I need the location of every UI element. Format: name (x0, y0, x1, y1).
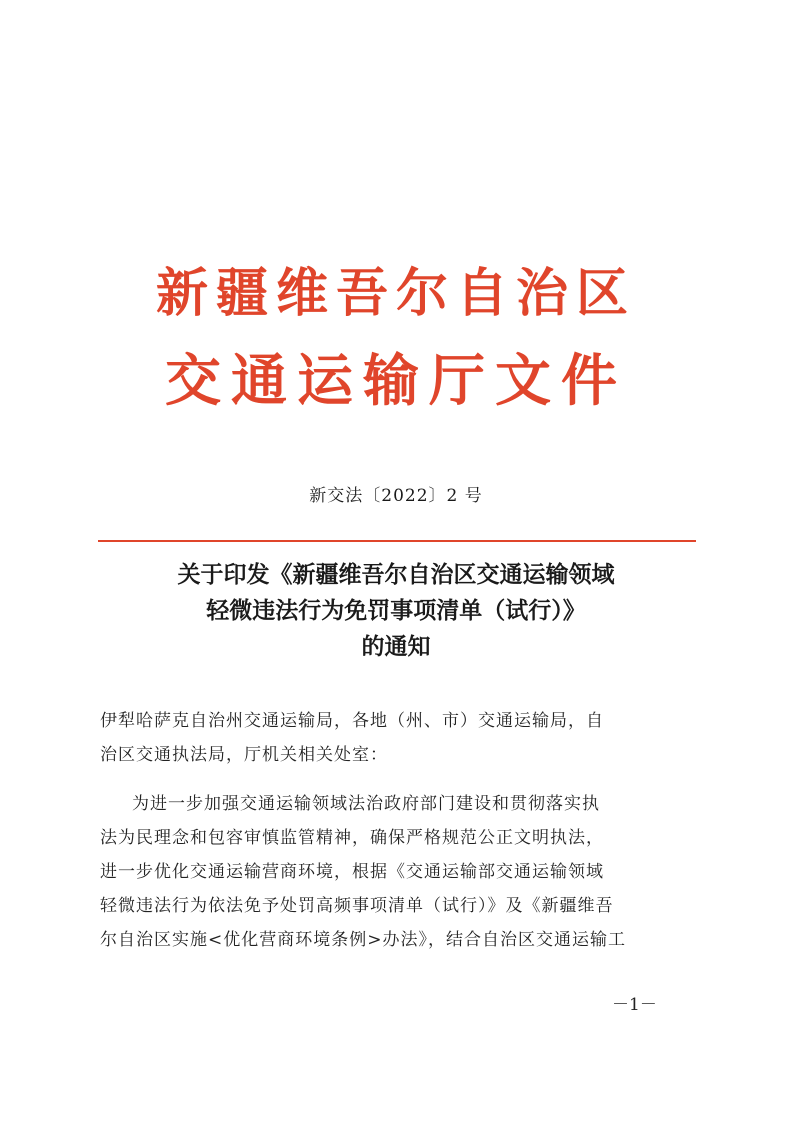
paragraph-line-4: 轻微违法行为依法免予处罚高频事项清单（试行）》及《新疆维吾 (100, 896, 614, 916)
addressee-line-2: 治区交通执法局，厅机关相关处室： (100, 745, 388, 765)
paragraph-line-2: 法为民理念和包容审慎监管精神，确保严格规范公正文明执法， (100, 828, 604, 848)
title-line-2: 轻微违法行为免罚事项清单（试行）》 (206, 597, 586, 624)
addressee-block (100, 704, 700, 772)
issuing-authority-line-1: 新疆维吾尔自治区 (155, 264, 636, 324)
paragraph-line-3: 进一步优化交通运输营商环境，根据《交通运输部交通运输领域 (100, 862, 604, 882)
title-line-1: 关于印发《新疆维吾尔自治区交通运输领域 (177, 561, 615, 588)
document-number: 新交法〔2022〕2 号 (309, 486, 483, 506)
issuing-authority-line-2: 交通运输厅文件 (165, 349, 627, 414)
addressee-line-1: 伊犁哈萨克自治州交通运输局，各地（州、市）交通运输局，自 (100, 711, 604, 731)
red-separator-line (98, 540, 696, 542)
document-title (0, 557, 792, 665)
page-number: －1－ (612, 995, 657, 1015)
body-paragraph (100, 787, 700, 957)
paragraph-line-1: 为进一步加强交通运输领域法治政府部门建设和贯彻落实执 (132, 794, 600, 814)
paragraph-line-5: 尔自治区实施<优化营商环境条例>办法》，结合自治区交通运输工 (100, 930, 626, 950)
title-line-3: 的通知 (361, 633, 431, 660)
